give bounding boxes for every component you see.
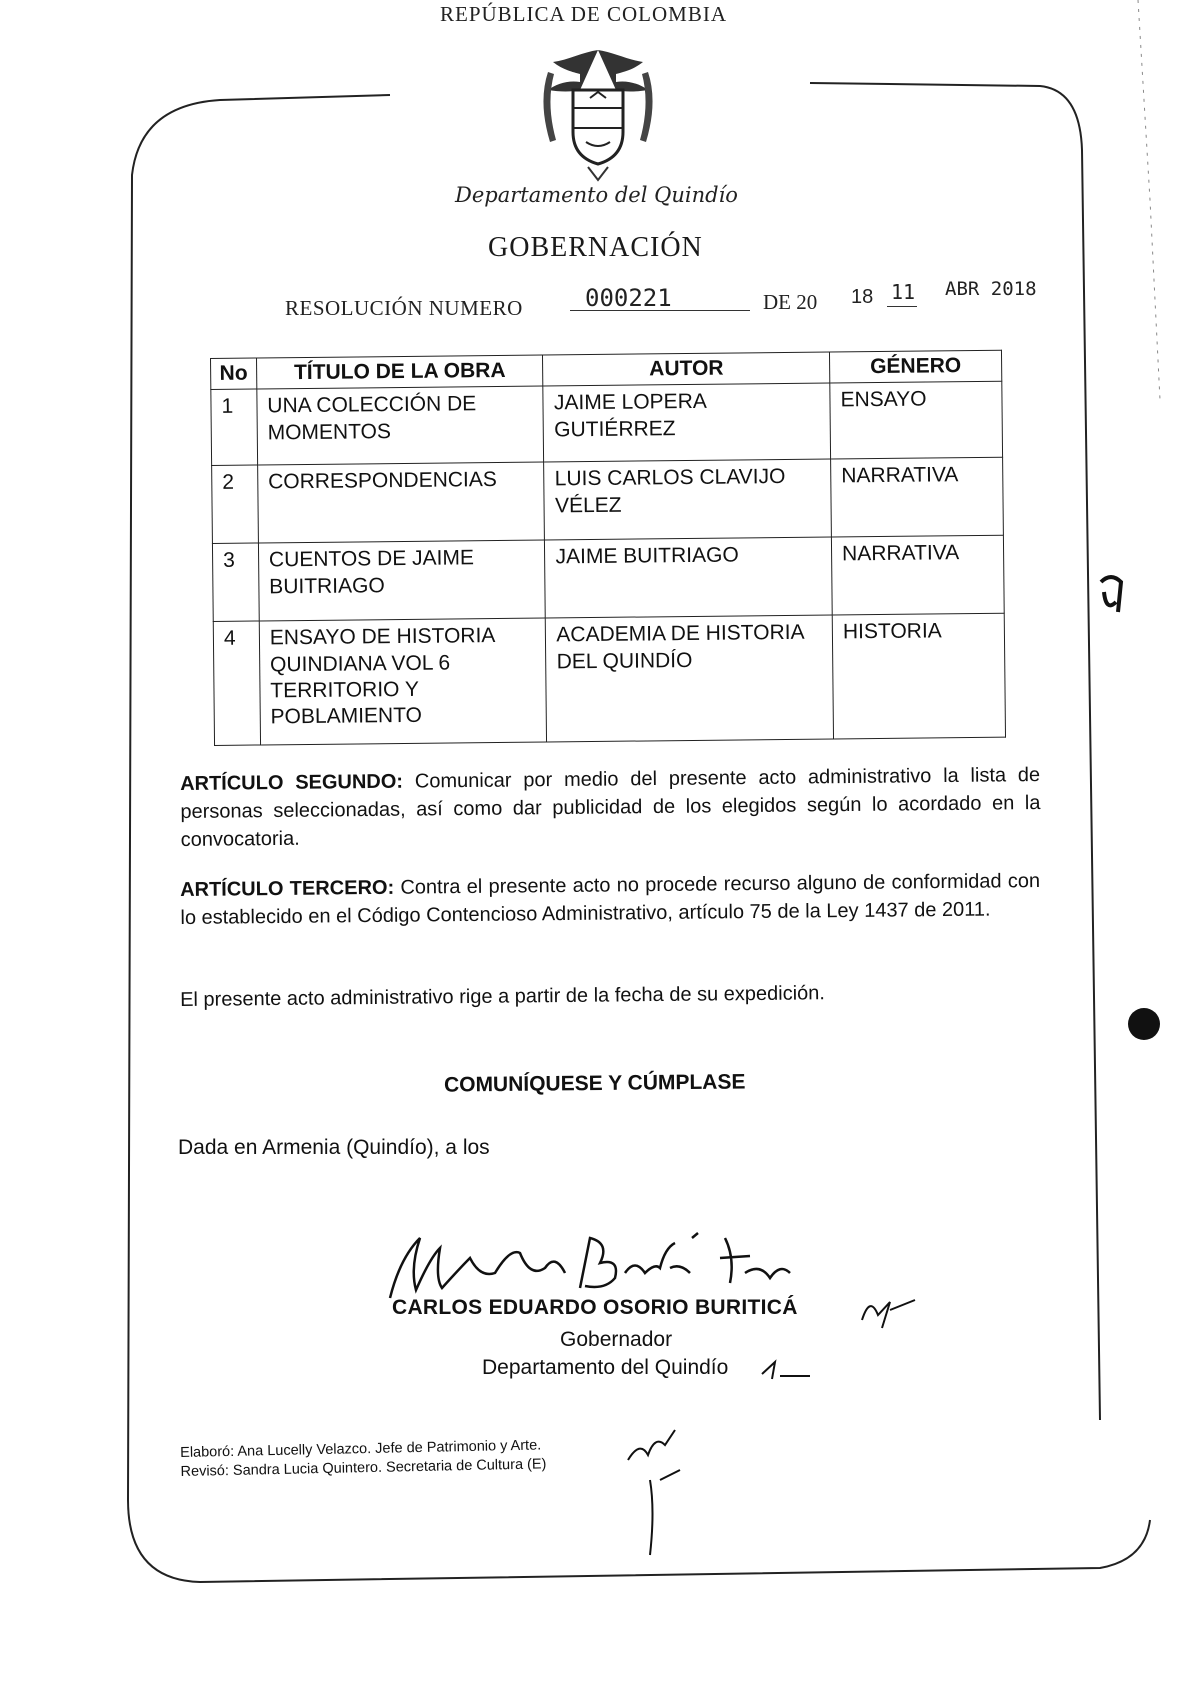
department-script-title: Departamento del Quindío [455,183,738,207]
resolution-de-label: DE 20 [763,290,818,314]
resolution-line [285,278,1045,318]
article-tercero-label: ARTÍCULO TERCERO: [180,876,395,901]
row-author: LUIS CARLOS CLAVIJO VÉLEZ [544,459,831,540]
row-author: JAIME BUITRIAGO [545,537,832,618]
footer-credits [180,1436,547,1482]
resolution-label: RESOLUCIÓN NUMERO [285,296,523,320]
footer-elaboro: Elaboró: Ana Lucelly Velazco. Jefe de Patrimonio y Arte. [180,1437,542,1461]
row-no: 2 [212,465,259,543]
reviewer-initials [620,1420,700,1560]
office-title: GOBERNACIÓN [488,232,703,263]
resolution-day-underline [887,306,917,307]
issued-place: Dada en Armenia (Quindío), a los [178,1136,490,1159]
resolution-number: 000221 [585,284,672,312]
header-no: No [211,358,257,390]
table-row [213,613,1005,745]
closing-formula: COMUNÍQUESE Y CÚMPLASE [443,1070,746,1097]
row-title: ENSAYO DE HISTORIA QUINDIANA VOL 6 TERRITORIO Y POBLAMIENTO [259,618,547,745]
date-stamp: ABR 2018 [945,278,1037,300]
header-genre: GÉNERO [830,350,1002,383]
article-tercero [180,867,1041,932]
initials-mark [860,1290,920,1330]
row-title: CUENTOS DE JAIME BUITRIAGO [258,540,545,621]
resolution-day: 11 [891,280,916,304]
row-genre: NARRATIVA [831,535,1004,615]
row-no: 4 [213,621,260,745]
coat-of-arms-seal [528,42,668,182]
row-no: 3 [212,543,259,621]
row-author: JAIME LOPERA GUTIÉRREZ [543,383,830,462]
signer-department: Departamento del Quindío [482,1356,729,1379]
table-row [211,381,1003,465]
vigencia-statement: El presente acto administrativo rige a partir de la fecha de su expedición. [180,982,826,1011]
row-no: 1 [211,389,258,465]
table-row [212,457,1004,543]
resolution-year-suffix: 18 [851,286,874,308]
article-segundo-label: ARTÍCULO SEGUNDO: [180,770,404,795]
footer-reviso: Revisó: Sandra Lucia Quintero. Secretaria de Cultura (E) [180,1456,547,1480]
row-author: ACADEMIA DE HISTORIA DEL QUINDÍO [546,615,834,742]
article-segundo-text: Comunicar por medio del presente acto administrativo la lista de personas seleccionadas, así como dar publicidad de los elegidos según lo acordado en la convocatoria. [180,763,1041,851]
row-title: CORRESPONDENCIAS [257,462,544,543]
works-table [210,350,1006,747]
header-author: AUTOR [543,352,830,386]
punch-hole [1128,1008,1160,1040]
header-country: REPÚBLICA DE COLOMBIA [440,2,728,26]
initials-mark-2 [760,1354,820,1384]
row-title: UNA COLECCIÓN DE MOMENTOS [257,386,544,465]
binder-clip-mark [1096,572,1126,622]
article-segundo [180,761,1041,854]
row-genre: HISTORIA [832,613,1005,739]
resolution-number-underline [570,310,750,311]
row-genre: NARRATIVA [831,457,1004,537]
table-row [212,535,1004,621]
signer-role: Gobernador [560,1328,673,1351]
signer-name: CARLOS EDUARDO OSORIO BURITICÁ [392,1296,798,1319]
header-title: TÍTULO DE LA OBRA [256,355,543,389]
row-genre: ENSAYO [830,381,1003,459]
article-tercero-text: Contra el presente acto no procede recurso alguno de conformidad con lo establecido en el Código Contencioso Administrativo, artículo 75 de la Ley 1437 de 2011. [180,869,1041,929]
